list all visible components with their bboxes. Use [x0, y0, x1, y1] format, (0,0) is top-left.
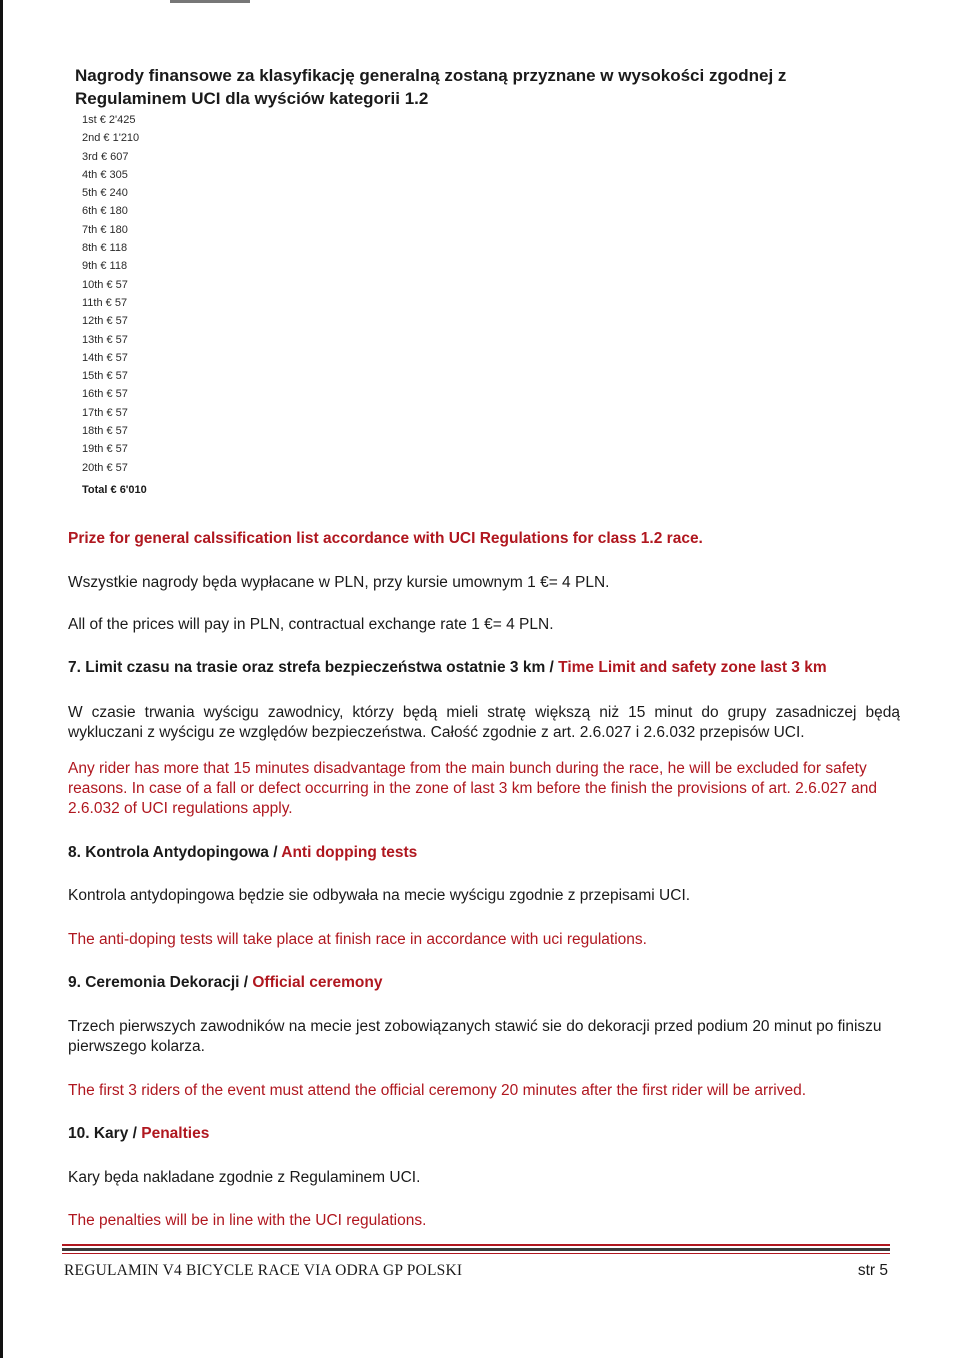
prize-place: 19th [82, 443, 104, 456]
prize-row [82, 422, 139, 440]
prize-list [82, 111, 139, 477]
prize-row [82, 202, 139, 220]
section-7-heading-en: Time Limit and safety zone last 3 km [558, 659, 827, 676]
prize-place: 11th [82, 296, 103, 309]
prize-row [82, 239, 139, 257]
prize-amount: € 57 [106, 333, 128, 346]
prize-place: 5th [82, 187, 98, 200]
prize-row [82, 166, 139, 184]
prize-place: 6th [82, 205, 98, 218]
footer-rule-red [62, 1244, 890, 1246]
footer-rule-dark [62, 1248, 890, 1251]
prize-amount: € 57 [106, 406, 128, 419]
prize-place: 14th [82, 351, 104, 364]
payment-note-en: All of the prices will pay in PLN, contractual exchange rate 1 €= 4 PLN. [68, 616, 554, 633]
prize-place: 20th [82, 461, 104, 474]
section-10-heading-en: Penalties [141, 1125, 210, 1142]
prize-row [82, 385, 139, 403]
prize-row [82, 184, 139, 202]
prize-row [82, 367, 139, 385]
section-8-body-pl: Kontrola antydopingowa będzie sie odbywała na mecie wyścigu zgodnie z przepisami UCI. [68, 887, 691, 904]
section-8-body-en: The anti-doping tests will take place at finish race in accordance with uci regulations. [68, 931, 647, 948]
prize-place: 9th [82, 260, 98, 273]
prize-row [82, 111, 139, 129]
prize-place: 3rd [82, 150, 98, 163]
prize-amount: € 57 [106, 425, 128, 438]
prize-place: 17th [82, 406, 104, 419]
prize-amount: € 118 [100, 242, 128, 255]
prize-place: 4th [82, 168, 98, 181]
page-number: str 5 [857, 1262, 888, 1279]
prize-row [82, 129, 139, 147]
prize-total: Total € 6'010 [82, 484, 147, 496]
payment-note-pl: Wszystkie nagrody będa wypłacane w PLN, przy kursie umownym 1 €= 4 PLN. [68, 574, 610, 591]
prize-row [82, 276, 139, 294]
prize-place: 8th [82, 242, 98, 255]
prize-amount: € 180 [100, 205, 128, 218]
prize-place: 7th [82, 223, 98, 236]
section-9-body-pl: Trzech pierwszych zawodników na mecie jest zobowiązanych stawić sie do dekoracji przed podium 20 minut po finiszu pierwszego kolarza. [68, 1018, 882, 1055]
section-10-body-en: The penalties will be in line with the UCI regulations. [68, 1212, 427, 1229]
section-9-heading-en: Official ceremony [252, 974, 383, 991]
prize-amount: € 607 [100, 150, 129, 163]
prize-place: 2nd [82, 132, 101, 145]
prize-amount: € 305 [100, 168, 128, 181]
prize-row [82, 294, 139, 312]
footer-title: REGULAMIN V4 BICYCLE RACE VIA ODRA GP POLSKI [64, 1262, 463, 1279]
prize-intro-heading: Nagrody finansowe za klasyfikację generalną zostaną przyznane w wysokości zgodnej z Regulaminem UCI dla wyściów kategorii 1.2 [75, 66, 787, 108]
prize-amount: € 57 [106, 351, 128, 364]
prize-row [82, 221, 139, 239]
prize-amount: € 57 [106, 443, 128, 456]
prize-note-en: Prize for general calssification list accordance with UCI Regulations for class 1.2 race. [68, 530, 703, 547]
prize-place: 10th [82, 278, 104, 291]
prize-amount: € 2'425 [99, 114, 136, 126]
prize-amount: € 57 [106, 370, 128, 383]
section-9-body-en: The first 3 riders of the event must attend the official ceremony 20 minutes after the first rider will be arrived. [68, 1082, 807, 1099]
prize-place: 12th [82, 315, 104, 328]
section-8-heading [68, 843, 900, 863]
section-10-heading-pl: 10. Kary / [68, 1125, 137, 1142]
section-9-heading [68, 973, 900, 993]
section-7-heading-pl: 7. Limit czasu na trasie oraz strefa bezpieczeństwa ostatnie 3 km / [68, 659, 554, 676]
prize-row [82, 312, 139, 330]
prize-amount: € 57 [106, 461, 128, 474]
section-9-heading-pl: 9. Ceremonia Dekoracji / [68, 974, 249, 991]
prize-place: 1st [82, 114, 97, 126]
section-7-body-pl: W czasie trwania wyścigu zawodnicy, którzy będą mieli stratę większą niż 15 minut do grupy zasadniczej będą wykluczani z wyścigu ze względów bezpieczeństwa. Całość zgodnie z art. 2.6.027 i 2.6.032 przepisów UCI. [68, 704, 900, 741]
prize-amount: € 1'210 [103, 132, 140, 145]
prize-amount: € 180 [100, 223, 128, 236]
prize-amount: € 57 [105, 296, 128, 309]
prize-amount: € 118 [100, 260, 128, 273]
prize-amount: € 57 [106, 388, 128, 401]
scan-mark [170, 0, 250, 3]
prize-row [82, 331, 139, 349]
footer-rule-thin [62, 1253, 890, 1254]
section-8-heading-en: Anti dopping tests [281, 844, 418, 861]
prize-place: 16th [82, 388, 104, 401]
prize-place: 15th [82, 370, 104, 383]
prize-amount: € 57 [106, 278, 128, 291]
prize-row [82, 440, 139, 458]
prize-place: 18th [82, 425, 104, 438]
section-10-heading [68, 1124, 900, 1144]
prize-row [82, 459, 139, 477]
section-7-heading [68, 658, 900, 678]
section-10-body-pl: Kary będa nakladane zgodnie z Regulaminem UCI. [68, 1169, 421, 1186]
prize-row [82, 148, 139, 166]
section-8-heading-pl: 8. Kontrola Antydopingowa / [68, 844, 278, 861]
prize-amount: € 57 [106, 315, 128, 328]
prize-place: 13th [82, 333, 104, 346]
prize-row [82, 257, 139, 275]
page-edge [0, 0, 3, 1358]
prize-row [82, 349, 139, 367]
section-7-body-en: Any rider has more that 15 minutes disadvantage from the main bunch during the race, he will be excluded for safety reasons. In case of a fall or defect occurring in the zone of last 3 km before the finish the provisions of art. 2.6.027 and 2.6.032 of UCI regulations apply. [68, 760, 878, 817]
prize-amount: € 240 [100, 187, 128, 200]
prize-row [82, 404, 139, 422]
